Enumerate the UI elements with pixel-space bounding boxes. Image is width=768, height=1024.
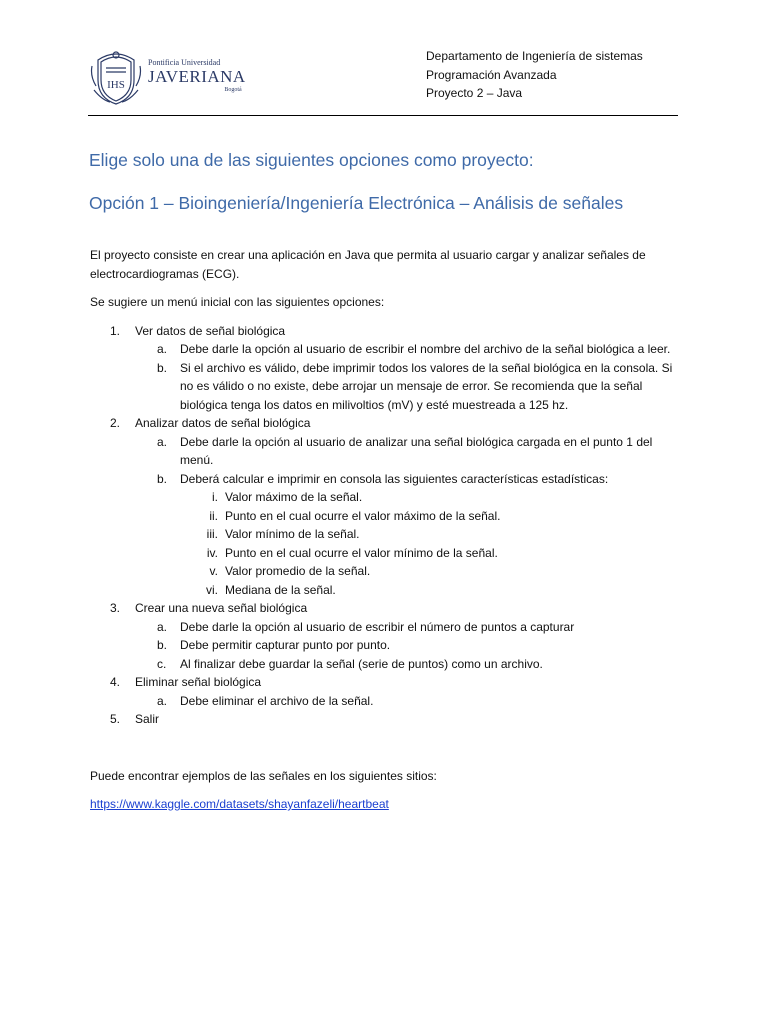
stat-item-numeral: iv. <box>206 545 218 560</box>
menu-item-eliminar-senal <box>90 673 686 710</box>
main-heading: Elige solo una de las siguientes opciones como proyecto: <box>89 150 534 170</box>
sub-item <box>135 636 686 655</box>
sub-item-text: Deberá calcular e imprimir en consola las siguientes características estadísticas: <box>180 471 609 486</box>
sub-item <box>135 692 686 711</box>
sub-item <box>135 618 686 637</box>
crest-letters: IHS <box>107 79 125 91</box>
university-logo <box>88 44 248 108</box>
stat-item <box>180 488 686 507</box>
stat-item <box>180 581 686 600</box>
link-paragraph <box>90 795 686 814</box>
sub-item <box>135 359 686 415</box>
menu-list <box>90 322 686 729</box>
stat-item-text: Valor máximo de la señal. <box>225 490 363 504</box>
stat-item-text: Valor promedio de la señal. <box>225 564 371 578</box>
sub-item-text: Debe darle la opción al usuario de escribir el número de puntos a capturar <box>180 619 575 634</box>
stat-item <box>180 507 686 526</box>
sub-item-text: Debe darle la opción al usuario de escribir el nombre del archivo de la señal biológica a leer. <box>180 342 671 356</box>
stat-item-numeral: vi. <box>206 582 218 597</box>
menu-item-label: Ver datos de señal biológica <box>135 323 286 338</box>
sub-item-letter: a. <box>157 619 168 634</box>
stat-item-text: Valor mínimo de la señal. <box>225 527 360 541</box>
department-name: Departamento de Ingeniería de sistemas <box>426 49 643 63</box>
course-name: Programación Avanzada <box>426 67 557 82</box>
menu-item-label: Crear una nueva señal biológica <box>135 601 308 615</box>
menu-item-crear-senal <box>90 599 686 673</box>
option-heading: Opción 1 – Bioingeniería/Ingeniería Electrónica – Análisis de señales <box>89 193 624 213</box>
sub-item-text: Debe darle la opción al usuario de analizar una señal biológica cargada en el punto 1 del menú. <box>180 434 653 467</box>
stat-item <box>180 544 686 563</box>
stat-item-text: Punto en el cual ocurre el valor mínimo de la señal. <box>225 545 498 560</box>
sub-item-text: Al finalizar debe guardar la señal (serie de puntos) como un archivo. <box>180 656 543 671</box>
menu-item-ver-datos <box>90 322 686 415</box>
header-divider <box>88 115 678 116</box>
menu-item-analizar-datos <box>90 414 686 599</box>
spacer <box>90 729 686 767</box>
stat-item-numeral: v. <box>209 564 218 578</box>
sub-item-text: Debe permitir capturar punto por punto. <box>180 638 391 652</box>
sub-item-letter: a. <box>157 434 168 449</box>
menu-item-label: Eliminar señal biológica <box>135 675 262 689</box>
menu-item-number: 5. <box>110 712 121 726</box>
logo-text <box>148 58 246 94</box>
sub-item-letter: b. <box>157 638 168 652</box>
sub-item-letter: b. <box>157 471 168 486</box>
document-body <box>90 246 686 814</box>
sub-item <box>135 470 686 600</box>
menu-item-salir <box>90 710 686 729</box>
stat-item-numeral: ii. <box>209 508 218 523</box>
sub-list <box>135 692 686 711</box>
sub-item <box>135 433 686 470</box>
sub-list <box>135 433 686 600</box>
logo-line1: Pontificia Universidad <box>148 58 221 67</box>
intro-paragraph: El proyecto consiste en crear una aplicación en Java que permita al usuario cargar y analizar señales de electrocardiogramas (ECG). <box>90 248 646 281</box>
university-crest-icon <box>88 46 144 106</box>
stat-item <box>180 562 686 581</box>
menu-item-label: Analizar datos de señal biológica <box>135 416 311 430</box>
logo-line2: JAVERIANA <box>148 67 246 86</box>
stat-item <box>180 525 686 544</box>
menu-item-number: 1. <box>110 323 121 338</box>
menu-item-number: 4. <box>110 675 121 689</box>
suggest-paragraph: Se sugiere un menú inicial con las siguientes opciones: <box>90 295 385 309</box>
logo-line3: Bogotá <box>224 87 242 93</box>
document-header-info <box>426 47 643 103</box>
sub-item-letter: a. <box>157 693 168 708</box>
stat-item-numeral: iii. <box>206 527 218 541</box>
menu-item-number: 2. <box>110 416 121 430</box>
menu-item-label: Salir <box>135 712 160 726</box>
sub-item-letter: c. <box>157 656 167 671</box>
stat-item-numeral: i. <box>212 490 218 504</box>
sub-item-text: Si el archivo es válido, debe imprimir todos los valores de la señal biológica en la consola. Si no es válido o no existe, debe arrojar un mensaje de error. Se recomienda que la señal biológica tenga los datos en milivoltios (mV) y esté muestreada a 125 hz. <box>180 360 673 412</box>
kaggle-dataset-link[interactable]: https://www.kaggle.com/datasets/shayanfazeli/heartbeat <box>90 797 389 811</box>
sub-list <box>135 340 686 414</box>
stat-item-text: Punto en el cual ocurre el valor máximo de la señal. <box>225 508 501 523</box>
sub-item-text: Debe eliminar el archivo de la señal. <box>180 693 374 708</box>
sub-item-letter: b. <box>157 360 168 375</box>
sub-item <box>135 655 686 674</box>
sub-item <box>135 340 686 359</box>
project-name: Proyecto 2 – Java <box>426 86 523 100</box>
examples-paragraph: Puede encontrar ejemplos de las señales en los siguientes sitios: <box>90 768 437 783</box>
stats-list <box>180 488 686 599</box>
stat-item-text: Mediana de la señal. <box>225 582 336 597</box>
sub-item-letter: a. <box>157 342 168 356</box>
sub-list <box>135 618 686 674</box>
menu-item-number: 3. <box>110 601 121 615</box>
